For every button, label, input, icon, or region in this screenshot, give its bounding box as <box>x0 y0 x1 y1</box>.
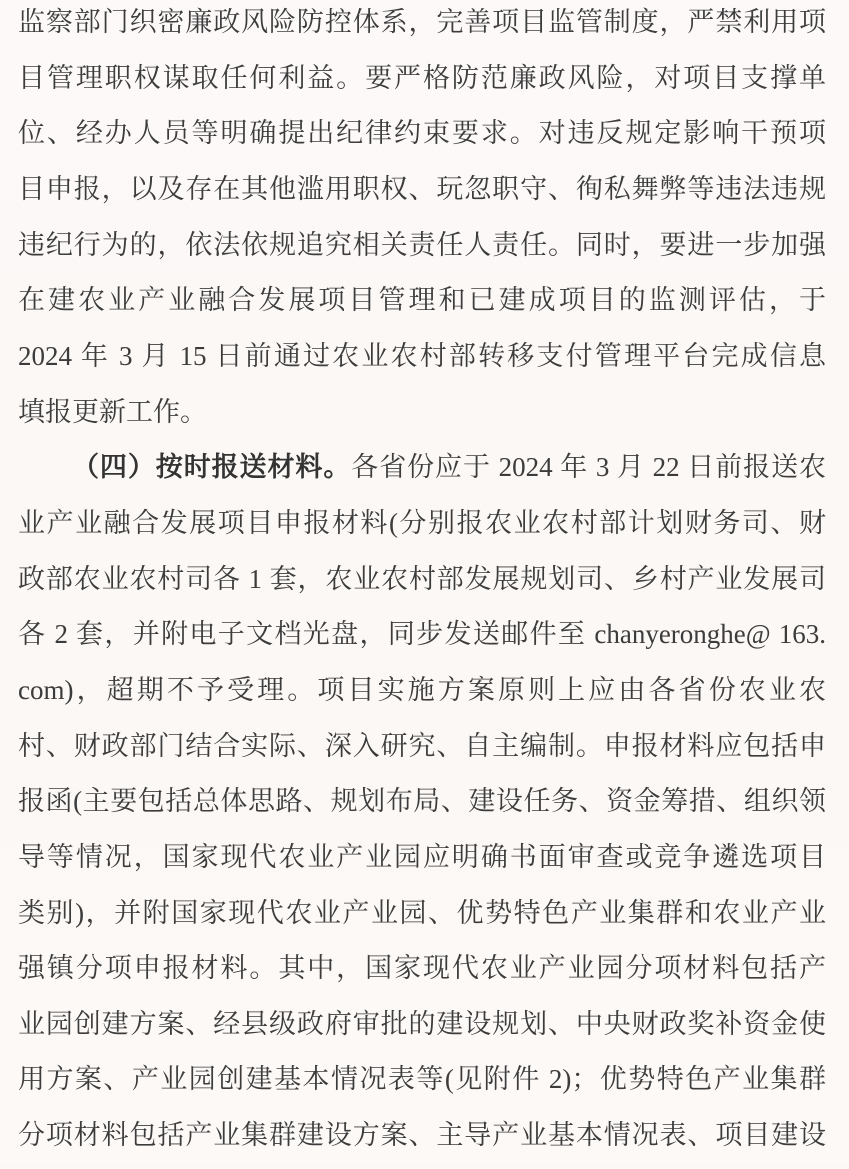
text-line: 目管理职权谋取任何利益。要严格防范廉政风险，对项目支撑单 <box>18 62 826 93</box>
text-line: 政部农业农村司各 1 套，农业农村部发展规划司、乡村产业发展司 <box>18 563 826 594</box>
paragraph-continued <box>18 0 826 440</box>
text-line: 导等情况，国家现代农业产业园应明确书面审查或竞争遴选项目 <box>18 841 826 872</box>
line-text: 各省份应于 2024 年 3 月 22 日前报送农 <box>351 452 826 483</box>
text-line: 业产业融合发展项目申报材料(分别报农业农村部计划财务司、财 <box>18 507 826 538</box>
paragraph-item-four <box>18 440 826 1164</box>
text-line: 目申报，以及存在其他滥用职权、玩忽职守、徇私舞弊等违法违规 <box>18 173 826 204</box>
bold-section-heading: （四）按时报送材料。 <box>72 452 352 483</box>
text-line: com)，超期不予受理。项目实施方案原则上应由各省份农业农 <box>18 674 826 705</box>
text-line: 2024 年 3 月 15 日前通过农业农村部转移支付管理平台完成信息 <box>18 340 826 371</box>
text-line: 监察部门织密廉政风险防控体系，完善项目监管制度，严禁利用项 <box>18 7 826 37</box>
text-line: 报函(主要包括总体思路、规划布局、建设任务、资金筹措、组织领 <box>18 786 826 817</box>
text-line: 填报更新工作。 <box>18 396 207 427</box>
text-line: 业园创建方案、经县级政府审批的建设规划、中央财政奖补资金使 <box>18 1008 826 1039</box>
text-line: 用方案、产业园创建基本情况表等(见附件 2)；优势特色产业集群 <box>18 1064 826 1095</box>
text-line <box>18 440 826 496</box>
text-line: 在建农业产业融合发展项目管理和已建成项目的监测评估，于 <box>18 285 826 316</box>
text-line: 违纪行为的，依法依规追究相关责任人责任。同时，要进一步加强 <box>18 229 826 260</box>
text-line: 各 2 套，并附电子文档光盘，同步发送邮件至 chanyeronghe@ 163. <box>18 619 826 650</box>
text-line: 强镇分项申报材料。其中，国家现代农业产业园分项材料包括产 <box>18 953 826 984</box>
text-line: 村、财政部门结合实际、深入研究、自主编制。申报材料应包括申 <box>18 730 826 761</box>
document-text-body <box>18 0 826 1164</box>
text-line: 类别)，并附国家现代农业产业园、优势特色产业集群和农业产业 <box>18 897 826 928</box>
text-line: 位、经办人员等明确提出纪律约束要求。对违反规定影响干预项 <box>18 118 826 149</box>
text-line: 分项材料包括产业集群建设方案、主导产业基本情况表、项目建设 <box>18 1120 826 1151</box>
